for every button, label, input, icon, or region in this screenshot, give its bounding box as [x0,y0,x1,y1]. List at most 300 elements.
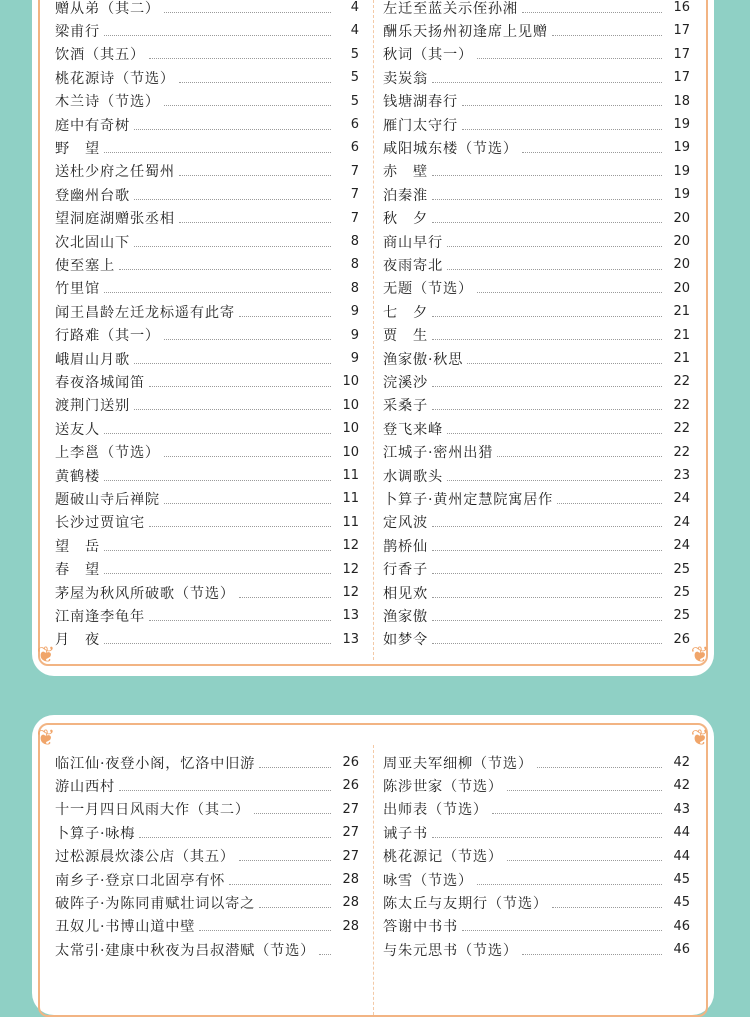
toc-entry[interactable] [383,136,690,159]
dot-leader [507,789,662,791]
entry-page-number: 24 [673,538,690,554]
entry-title: 南乡子·登京口北固亭有怀 [55,872,226,889]
dot-leader [134,128,331,130]
entry-title: 答谢中书书 [383,919,458,936]
entry-title: 饮酒（其五） [55,47,145,64]
toc-entry[interactable] [383,417,690,440]
toc-entry[interactable] [383,604,690,627]
dot-leader [104,34,331,36]
entry-title: 木兰诗（节选） [55,94,160,111]
dot-leader [552,906,662,908]
entry-page-number: 23 [673,468,690,483]
toc-entry[interactable] [55,558,359,581]
entry-title: 左迁至蓝关示侄孙湘 [383,0,518,17]
entry-page-number: 43 [673,801,690,817]
toc-entry[interactable] [383,581,690,604]
toc-entry[interactable] [55,915,359,938]
entry-page-number: 28 [342,895,359,911]
entry-title: 陈涉世家（节选） [383,778,503,795]
toc-entry[interactable] [55,253,359,276]
entry-page-number: 18 [673,93,690,109]
dot-leader [432,408,662,410]
entry-page-number: 8 [350,234,359,249]
entry-title: 春夜洛城闻笛 [55,374,145,391]
entry-title: 桃花源记（节选） [383,849,503,866]
toc-entry[interactable] [383,113,690,136]
dot-leader [164,338,331,340]
entry-page-number: 26 [673,631,690,647]
toc-entry[interactable] [55,0,359,19]
toc-entry[interactable] [55,183,359,206]
entry-title: 黄鹤楼 [55,468,100,485]
dot-leader [104,479,331,481]
entry-title: 次北固山下 [55,234,130,251]
toc-entry[interactable] [55,347,359,370]
entry-title: 江南逢李龟年 [55,608,145,625]
toc-entry[interactable] [55,370,359,393]
entry-page-number: 7 [350,187,359,203]
entry-title: 使至塞上 [55,257,115,274]
toc-entry[interactable] [383,798,690,821]
toc-entry[interactable] [383,534,690,557]
dot-leader [104,572,331,574]
toc-panel-top [32,0,714,676]
entry-title: 太常引·建康中秋夜为吕叔潜赋（节选） [55,942,316,959]
entry-page-number: 8 [350,280,359,296]
dot-leader [164,104,331,106]
entry-title: 诫子书 [383,825,428,842]
toc-entry[interactable] [55,277,359,300]
toc-entry[interactable] [55,774,359,797]
entry-title: 十一月四日风雨大作（其二） [55,802,250,819]
entry-page-number: 22 [673,444,690,460]
entry-page-number: 6 [350,140,359,156]
entry-title: 陈太丘与友期行（节选） [383,895,548,912]
entry-page-number: 19 [673,163,690,179]
entry-title: 水调歌头 [383,468,443,485]
entry-title: 出师表（节选） [383,802,488,819]
entry-page-number: 7 [350,163,359,179]
toc-entry[interactable] [55,394,359,417]
dot-leader [432,596,662,598]
entry-title: 丑奴儿·书博山道中壁 [55,919,196,936]
dot-leader [229,883,331,885]
entry-page-number: 22 [673,397,690,413]
toc-entry[interactable] [383,487,690,510]
entry-page-number: 19 [673,117,690,132]
entry-page-number: 16 [673,0,690,15]
corner-ornament-icon: ❦ [36,726,56,751]
entry-title: 送杜少府之任蜀州 [55,164,175,181]
entry-title: 渡荆门送别 [55,398,130,415]
dot-leader [179,81,331,83]
entry-page-number: 21 [673,351,690,366]
dot-leader [447,268,662,270]
entry-page-number: 19 [673,140,690,156]
toc-entry[interactable] [55,90,359,113]
toc-entry[interactable] [383,90,690,113]
entry-page-number: 26 [342,778,359,794]
entry-title: 商山早行 [383,234,443,251]
toc-entry[interactable] [383,347,690,370]
dot-leader [432,549,662,551]
entry-page-number: 46 [673,918,690,934]
entry-page-number: 27 [342,848,359,864]
toc-entry[interactable] [55,938,359,961]
entry-title: 过松源晨炊漆公店（其五） [55,849,235,866]
entry-page-number: 5 [350,93,359,109]
dot-leader [432,174,662,176]
dot-leader [467,362,662,364]
dot-leader [104,291,331,293]
toc-entry[interactable] [383,511,690,534]
entry-page-number: 42 [673,755,690,770]
entry-title: 泊秦淮 [383,187,428,204]
entry-page-number: 22 [673,421,690,437]
entry-title: 题破山寺后禅院 [55,491,160,508]
dot-leader [179,221,331,223]
entry-page-number: 22 [673,374,690,390]
column-divider [373,0,375,660]
entry-title: 无题（节选） [383,281,473,298]
entry-page-number: 12 [342,561,359,577]
entry-title: 赤 壁 [383,164,428,181]
toc-entry[interactable] [383,628,690,651]
entry-title: 野 望 [55,140,100,157]
entry-title: 桃花源诗（节选） [55,70,175,87]
entry-title: 咏雪（节选） [383,872,473,889]
dot-leader [199,929,331,931]
toc-entry[interactable] [55,324,359,347]
toc-entry[interactable] [55,845,359,868]
entry-title: 赠从弟（其二） [55,0,160,17]
corner-ornament-icon: ❦ [690,643,710,668]
entry-title: 七 夕 [383,304,428,321]
entry-page-number: 20 [673,257,690,273]
entry-title: 与朱元思书（节选） [383,942,518,959]
toc-entry[interactable] [383,868,690,891]
toc-entry[interactable] [55,160,359,183]
entry-title: 行香子 [383,562,428,579]
dot-leader [477,57,662,59]
entry-title: 夜雨寄北 [383,257,443,274]
toc-entry[interactable] [383,277,690,300]
entry-title: 峨眉山月歌 [55,351,130,368]
entry-title: 渔家傲·秋思 [383,351,464,368]
dot-leader [557,502,662,504]
entry-title: 长沙过贾谊宅 [55,515,145,532]
entry-page-number: 44 [673,848,690,864]
toc-entry[interactable] [383,183,690,206]
entry-title: 庭中有奇树 [55,117,130,134]
dot-leader [259,906,331,908]
toc-entry[interactable] [383,253,690,276]
toc-entry[interactable] [55,230,359,253]
toc-entry[interactable] [383,915,690,938]
entry-title: 渔家傲 [383,608,428,625]
toc-entry[interactable] [55,19,359,42]
dot-leader [149,619,331,621]
entry-page-number: 17 [673,70,690,86]
entry-page-number: 17 [673,46,690,62]
dot-leader [447,245,662,247]
entry-page-number: 21 [673,327,690,343]
entry-title: 月 夜 [55,632,100,649]
dot-leader [492,812,662,814]
dot-leader [239,859,331,861]
toc-entry[interactable] [55,417,359,440]
entry-page-number: 25 [673,585,690,600]
entry-page-number: 4 [350,0,359,15]
dot-leader [462,929,662,931]
entry-page-number: 24 [673,514,690,530]
entry-page-number: 9 [350,327,359,343]
toc-entry[interactable] [55,207,359,230]
toc-entry[interactable] [383,751,690,774]
dot-leader [239,315,331,317]
entry-title: 江城子·密州出猎 [383,445,494,462]
entry-page-number: 17 [673,23,690,39]
toc-entry[interactable] [55,821,359,844]
entry-title: 酬乐天扬州初逢席上见赠 [383,23,548,40]
toc-entry[interactable] [55,891,359,914]
entry-page-number: 26 [342,755,359,770]
toc-entry[interactable] [383,558,690,581]
toc-entry[interactable] [55,604,359,627]
toc-entry[interactable] [383,160,690,183]
entry-page-number: 25 [673,561,690,577]
column-divider [373,745,375,1015]
entry-page-number: 28 [342,918,359,934]
entry-page-number: 46 [673,942,690,958]
entry-page-number: 13 [342,631,359,647]
dot-leader [134,198,331,200]
corner-ornament-icon: ❦ [690,726,710,751]
dot-leader [254,812,331,814]
entry-title: 行路难（其一） [55,328,160,345]
toc-entry[interactable] [383,821,690,844]
entry-page-number: 27 [342,825,359,841]
entry-title: 采桑子 [383,398,428,415]
entry-page-number: 10 [342,397,359,413]
entry-page-number: 20 [673,210,690,226]
toc-entry[interactable] [383,43,690,66]
entry-page-number: 45 [673,872,690,887]
entry-page-number: 10 [342,421,359,437]
dot-leader [104,642,331,644]
toc-entry[interactable] [383,441,690,464]
dot-leader [119,268,331,270]
entry-page-number: 6 [350,117,359,132]
entry-title: 上李邕（节选） [55,445,160,462]
toc-entry[interactable] [55,534,359,557]
entry-title: 茅屋为秋风所破歌（节选） [55,585,235,602]
toc-entry[interactable] [383,774,690,797]
entry-page-number: 9 [350,351,359,366]
toc-entry[interactable] [383,845,690,868]
entry-title: 相见欢 [383,585,428,602]
entry-page-number: 12 [342,585,359,600]
toc-entry[interactable] [55,798,359,821]
entry-page-number: 10 [342,374,359,390]
toc-entry[interactable] [383,66,690,89]
entry-title: 咸阳城东楼（节选） [383,140,518,157]
dot-leader [522,11,662,13]
dot-leader [432,338,662,340]
toc-entry[interactable] [383,207,690,230]
entry-page-number: 11 [342,491,359,507]
entry-title: 破阵子·为陈同甫赋壮词以寄之 [55,895,256,912]
entry-title: 游山西村 [55,778,115,795]
dot-leader [164,11,331,13]
dot-leader [447,479,662,481]
toc-entry[interactable] [55,868,359,891]
entry-page-number: 9 [350,304,359,320]
dot-leader [477,883,662,885]
entry-title: 登飞来峰 [383,421,443,438]
dot-leader [462,128,662,130]
dot-leader [522,151,662,153]
entry-page-number: 20 [673,234,690,249]
toc-entry[interactable] [383,370,690,393]
entry-title: 钱塘湖春行 [383,94,458,111]
dot-leader [432,836,662,838]
entry-title: 临江仙·夜登小阁，忆洛中旧游 [55,755,256,772]
entry-title: 雁门太守行 [383,117,458,134]
entry-title: 望洞庭湖赠张丞相 [55,211,175,228]
entry-title: 闻王昌龄左迁龙标遥有此寄 [55,304,235,321]
entry-page-number: 27 [342,801,359,817]
entry-title: 竹里馆 [55,281,100,298]
dot-leader [119,789,331,791]
dot-leader [477,291,662,293]
entry-page-number: 4 [350,23,359,39]
entry-title: 卜算子·咏梅 [55,825,136,842]
toc-entry[interactable] [55,628,359,651]
entry-page-number: 45 [673,895,690,911]
entry-page-number: 21 [673,304,690,320]
dot-leader [104,549,331,551]
entry-page-number: 44 [673,825,690,841]
dot-leader [552,34,662,36]
entry-page-number: 25 [673,608,690,624]
dot-leader [507,859,662,861]
entry-page-number: 11 [342,514,359,530]
dot-leader [139,836,331,838]
dot-leader [134,408,331,410]
entry-title: 如梦令 [383,632,428,649]
toc-entry[interactable] [55,441,359,464]
toc-entry[interactable] [55,136,359,159]
entry-page-number: 28 [342,872,359,887]
toc-entry[interactable] [383,0,690,19]
entry-page-number: 12 [342,538,359,554]
entry-page-number: 10 [342,444,359,460]
entry-page-number: 42 [673,778,690,794]
toc-entry[interactable] [383,891,690,914]
toc-entry[interactable] [383,938,690,961]
entry-title: 定风波 [383,515,428,532]
toc-entry[interactable] [383,464,690,487]
entry-title: 秋词（其一） [383,47,473,64]
toc-panel-bottom [32,715,714,1015]
toc-entry[interactable] [55,581,359,604]
dot-leader [432,642,662,644]
entry-page-number: 20 [673,280,690,296]
dot-leader [432,315,662,317]
entry-page-number: 7 [350,210,359,226]
dot-leader [522,953,662,955]
entry-page-number: 5 [350,46,359,62]
dot-leader [432,572,662,574]
dot-leader [179,174,331,176]
dot-leader [432,385,662,387]
dot-leader [319,953,331,955]
entry-page-number: 11 [342,468,359,483]
dot-leader [537,766,662,768]
dot-leader [149,57,331,59]
toc-entry[interactable] [55,43,359,66]
toc-entry[interactable] [55,487,359,510]
toc-entry[interactable] [55,464,359,487]
entry-title: 周亚夫军细柳（节选） [383,755,533,772]
entry-page-number: 24 [673,491,690,507]
entry-title: 贾 生 [383,328,428,345]
entry-title: 鹊桥仙 [383,538,428,555]
entry-title: 登幽州台歌 [55,187,130,204]
toc-entry[interactable] [383,324,690,347]
entry-title: 秋 夕 [383,211,428,228]
corner-ornament-icon: ❦ [36,643,56,668]
entry-title: 春 望 [55,562,100,579]
entry-title: 卖炭翁 [383,70,428,87]
toc-entry[interactable] [55,751,359,774]
entry-page-number: 13 [342,608,359,624]
dot-leader [149,525,331,527]
toc-entry[interactable] [383,300,690,323]
dot-leader [164,455,331,457]
dot-leader [447,432,662,434]
toc-entry[interactable] [383,394,690,417]
entry-page-number: 19 [673,187,690,203]
toc-entry[interactable] [383,230,690,253]
dot-leader [462,104,662,106]
entry-page-number: 5 [350,70,359,86]
entry-title: 梁甫行 [55,23,100,40]
dot-leader [134,245,331,247]
dot-leader [104,432,331,434]
toc-entry[interactable] [383,19,690,42]
entry-title: 卜算子·黄州定慧院寓居作 [383,491,554,508]
dot-leader [259,766,331,768]
dot-leader [432,198,662,200]
toc-entry[interactable] [55,66,359,89]
dot-leader [432,619,662,621]
dot-leader [104,151,331,153]
toc-entry[interactable] [55,300,359,323]
dot-leader [497,455,662,457]
dot-leader [149,385,331,387]
dot-leader [164,502,331,504]
dot-leader [432,81,662,83]
toc-entry[interactable] [55,511,359,534]
dot-leader [432,221,662,223]
dot-leader [432,525,662,527]
entry-title: 送友人 [55,421,100,438]
entry-title: 浣溪沙 [383,374,428,391]
toc-entry[interactable] [55,113,359,136]
entry-page-number: 8 [350,257,359,273]
